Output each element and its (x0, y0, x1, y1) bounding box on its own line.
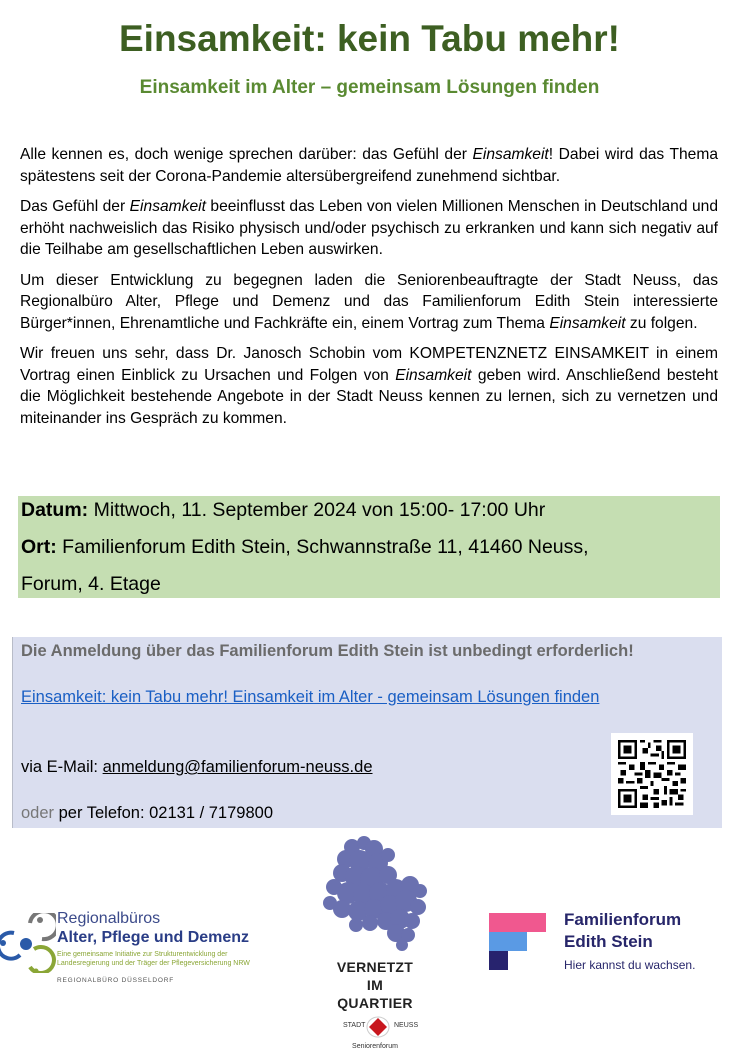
neuss-text: NEUSS (394, 1022, 419, 1029)
text: beeinflusst das Leben von vielen Millionen Menschen in Deutschland und erhöht nachweislich das Risiko physisch und/oder psychisch zu erkranken und kann sich negativ auf die Teilhabe am gesellschaftlichen Leben auswirken. (20, 198, 718, 258)
event-place-floor: Forum, 4. Etage (21, 573, 161, 595)
place-value: Familienforum Edith Stein, Schwannstraße 11, 41460 Neuss, (56, 536, 589, 558)
text: Alle kennen es, doch wenige sprechen darüber: das Gefühl der (20, 146, 473, 163)
paragraph-3 (20, 270, 718, 335)
regional-tagline-2: Landesregierung und der Träger der Pflegeversicherung NRW (57, 960, 250, 967)
date-value: Mittwoch, 11. September 2024 von 15:00- 17:00 Uhr (88, 499, 546, 521)
oder-text: oder (21, 804, 55, 822)
logo-bar-blue-icon (489, 932, 527, 951)
event-place (21, 536, 589, 559)
registration-link[interactable]: Einsamkeit: kein Tabu mehr! Einsamkeit im Alter - gemeinsam Lösungen finden (21, 688, 600, 706)
registration-box (12, 637, 722, 828)
regional-tagline (57, 950, 250, 968)
page-title: Einsamkeit: kein Tabu mehr! (119, 18, 620, 59)
vq-line2: IM (366, 977, 384, 993)
emphasis: Einsamkeit (472, 146, 549, 163)
place-label: Ort: (21, 536, 57, 558)
phone-line (21, 804, 273, 823)
stadt-text: STADT (343, 1022, 366, 1029)
event-date (21, 499, 545, 522)
date-label: Datum: (21, 499, 89, 521)
qr-code-icon[interactable] (611, 733, 693, 815)
registration-note: Die Anmeldung über das Familienforum Edith Stein ist unbedingt erforderlich! (21, 642, 634, 660)
familienforum-line2: Edith Stein (564, 932, 653, 951)
logo-familienforum (488, 910, 728, 975)
email-label: via E-Mail: (21, 758, 103, 776)
email-link[interactable]: anmeldung@familienforum-neuss.de (102, 758, 373, 776)
regionalbueros-circles-icon (0, 913, 56, 973)
logo-vernetzt-im-quartier (300, 833, 450, 1057)
event-details-box (18, 496, 720, 598)
paragraph-1 (20, 144, 718, 187)
logo-regionalbueros (0, 905, 280, 995)
text: Um dieser Entwicklung zu begegnen laden die Seniorenbeauftragte der Stadt Neuss, das Regionalbüro Alter, Pflege und Demenz und das Familienforum Edith Stein interessierte Bürger*innen, Ehrenamtliche und Fachkräfte ein, einem Vortrag zum Thema (20, 271, 718, 332)
familienforum-line1: Familienforum (564, 910, 682, 929)
paragraph-4 (20, 343, 718, 429)
phone-text: per Telefon: 02131 / 7179800 (54, 804, 273, 822)
intro-text (20, 144, 718, 438)
seniorenforum-text: Seniorenforum (352, 1043, 398, 1050)
vq-line1: VERNETZT (336, 959, 414, 975)
emphasis: Einsamkeit (549, 314, 626, 332)
regional-tagline-1: Eine gemeinsame Initiative zur Strukturentwicklung der (57, 951, 228, 958)
vernetzt-title (300, 958, 450, 1012)
logo-bar-navy-icon (489, 951, 508, 970)
text: Wir freuen uns sehr, dass Dr. Janosch Schobin vom KOMPETENZNETZ EINSAMKEIT in einem Vortrag einen Einblick zu Ursachen und Folgen von (20, 345, 718, 384)
neuss-diamond-icon (365, 1016, 391, 1038)
familienforum-tagline: Hier kannst du wachsen. (564, 958, 696, 972)
vq-line3: QUARTIER (337, 995, 413, 1011)
emphasis: Einsamkeit (395, 366, 472, 384)
paragraph-2 (20, 196, 718, 261)
text: geben wird. Anschließend besteht die Möglichkeit bestehende Angebote in der Stadt Neuss kennen zu lernen, sich zu vernetzen und miteinander ins Gespräch zu kommen. (20, 366, 718, 427)
emphasis: Einsamkeit (129, 198, 206, 215)
regional-line1: Regionalbüros (57, 910, 161, 927)
bubble-map-icon (300, 833, 450, 953)
text: Das Gefühl der (20, 198, 130, 215)
text: ! Dabei wird das Thema spätestens seit der Corona-Pandemie altersübergreifend zunehmend sichtbar. (20, 146, 719, 185)
page-subtitle: Einsamkeit im Alter – gemeinsam Lösungen finden (139, 77, 600, 98)
regional-line2: Alter, Pflege und Demenz (57, 929, 250, 946)
text: zu folgen. (625, 314, 698, 332)
email-line (21, 758, 373, 777)
regional-office-name: REGIONALBÜRO DÜSSELDORF (57, 977, 175, 984)
logo-bar-pink-icon (489, 913, 546, 932)
